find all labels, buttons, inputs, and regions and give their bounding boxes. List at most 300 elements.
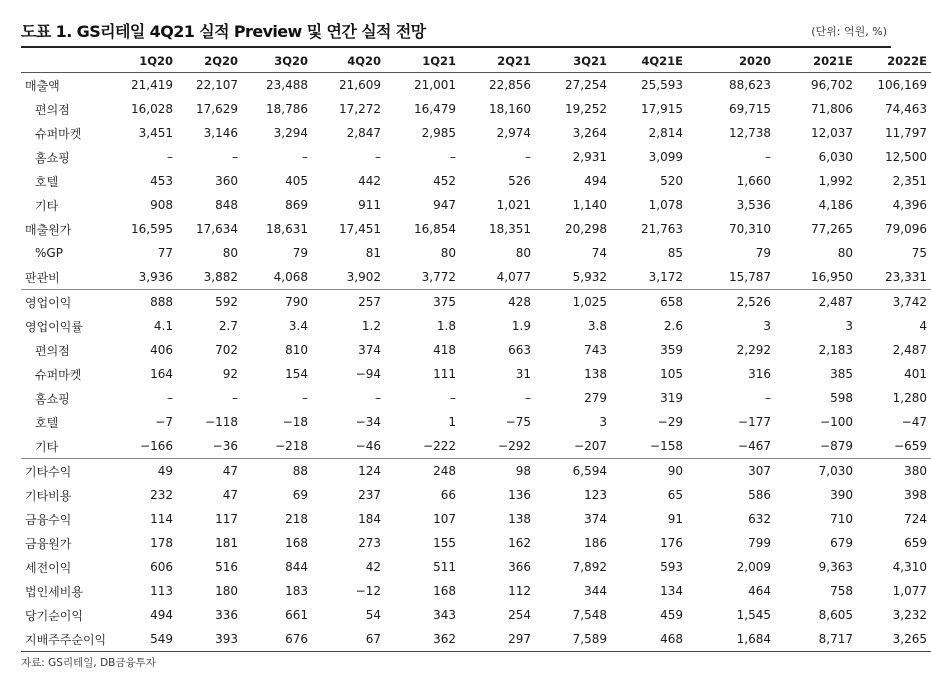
- table-cell: −292: [498, 439, 531, 453]
- table-cell: 6,030: [818, 150, 853, 164]
- row-label: 호텔: [35, 415, 59, 430]
- table-cell: 31: [515, 367, 531, 381]
- table-cell: 724: [904, 512, 927, 526]
- table-cell: −218: [275, 439, 308, 453]
- table-cell: 80: [515, 246, 531, 260]
- table-cell: 22,107: [196, 78, 238, 92]
- table-cell: 459: [660, 608, 683, 622]
- table-row: [21, 314, 931, 338]
- table-cell: 3,936: [138, 270, 173, 284]
- table-cell: 80: [440, 246, 456, 260]
- table-cell: 4,186: [818, 198, 853, 212]
- table-cell: 74,463: [885, 102, 927, 116]
- table-cell: 390: [830, 488, 853, 502]
- table-cell: 98: [460, 459, 535, 484]
- table-cell: 81: [365, 246, 381, 260]
- table-cell: 184: [358, 512, 381, 526]
- table-cell: 1,280: [892, 391, 927, 405]
- table-cell: 3,536: [736, 198, 771, 212]
- row-label: 금융수익: [25, 512, 72, 527]
- table-cell: 8,605: [818, 608, 853, 622]
- table-cell: 4,310: [892, 560, 927, 574]
- table-cell: −36: [212, 439, 238, 453]
- table-cell: 117: [215, 512, 238, 526]
- table-cell: −94: [355, 367, 381, 381]
- table-row: [21, 362, 931, 386]
- table-cell: −222: [423, 439, 456, 453]
- table-cell: 702: [215, 343, 238, 357]
- row-label: 기타: [35, 198, 59, 213]
- table-cell: 22,856: [489, 78, 531, 92]
- table-cell: 385: [830, 367, 853, 381]
- table-cell: –: [375, 391, 381, 405]
- table-cell: 4,396: [892, 198, 927, 212]
- table-cell: −75: [505, 415, 531, 429]
- table-cell: 21,001: [414, 78, 456, 92]
- table-cell: –: [167, 391, 173, 405]
- table-cell: 375: [385, 290, 460, 315]
- table-row: [21, 290, 931, 315]
- table-cell: 3,902: [346, 270, 381, 284]
- column-header: 1Q20: [108, 49, 177, 73]
- row-label: 기타: [35, 439, 59, 454]
- table-cell: 248: [385, 459, 460, 484]
- table-cell: 344: [584, 584, 607, 598]
- table-cell: 663: [508, 343, 531, 357]
- table-cell: 2,931: [572, 150, 607, 164]
- table-cell: 316: [748, 367, 771, 381]
- table-cell: 888: [108, 290, 177, 315]
- table-cell: 20,298: [565, 222, 607, 236]
- table-cell: 3: [763, 319, 771, 333]
- row-label: 편의점: [35, 102, 70, 117]
- table-cell: 237: [358, 488, 381, 502]
- table-cell: 374: [358, 343, 381, 357]
- table-row: [21, 627, 931, 652]
- table-cell: 186: [584, 536, 607, 550]
- table-row: [21, 555, 931, 579]
- table-cell: –: [450, 391, 456, 405]
- row-label: 기타비용: [25, 488, 72, 503]
- table-cell: 401: [904, 367, 927, 381]
- table-cell: 90: [611, 459, 687, 484]
- table-cell: 799: [748, 536, 771, 550]
- table-cell: 362: [385, 627, 460, 652]
- table-cell: 114: [150, 512, 173, 526]
- table-cell: 3,742: [857, 290, 931, 315]
- column-header: 3Q20: [242, 49, 312, 73]
- table-cell: 586: [748, 488, 771, 502]
- top-rule: [21, 46, 891, 48]
- table-cell: 3,099: [648, 150, 683, 164]
- table-cell: 21,419: [131, 78, 173, 92]
- table-cell: –: [765, 150, 771, 164]
- table-cell: −7: [155, 415, 173, 429]
- table-cell: 3,294: [273, 126, 308, 140]
- table-cell: −34: [355, 415, 381, 429]
- table-cell: 3: [599, 415, 607, 429]
- table-cell: 511: [433, 560, 456, 574]
- table-cell: 911: [358, 198, 381, 212]
- source-note: 자료: GS리테일, DB금융투자: [21, 657, 156, 669]
- table-cell: 42: [365, 560, 381, 574]
- table-cell: 12,500: [885, 150, 927, 164]
- table-cell: 66: [440, 488, 456, 502]
- table-cell: −47: [901, 415, 927, 429]
- table-cell: 549: [108, 627, 177, 652]
- table-cell: 464: [748, 584, 771, 598]
- table-cell: 2,009: [736, 560, 771, 574]
- table-cell: −158: [650, 439, 683, 453]
- table-cell: 106,169: [877, 78, 927, 92]
- table-cell: 1,078: [648, 198, 683, 212]
- column-header: 1Q21: [385, 49, 460, 73]
- table-cell: −100: [820, 415, 853, 429]
- table-cell: 54: [365, 608, 381, 622]
- table-cell: 3,172: [648, 270, 683, 284]
- table-cell: 4.1: [153, 319, 173, 333]
- table-cell: 4: [919, 319, 927, 333]
- table-cell: 17,915: [641, 102, 683, 116]
- table-cell: 155: [433, 536, 456, 550]
- row-label: 호텔: [35, 174, 59, 189]
- table-cell: 2,847: [346, 126, 381, 140]
- table-row: [21, 410, 931, 434]
- table-cell: –: [525, 150, 531, 164]
- table-cell: 3,232: [892, 608, 927, 622]
- table-cell: 162: [508, 536, 531, 550]
- table-row: [21, 459, 931, 484]
- table-cell: 254: [508, 608, 531, 622]
- table-cell: 18,631: [266, 222, 308, 236]
- table-cell: 453: [150, 174, 173, 188]
- table-cell: 661: [285, 608, 308, 622]
- table-cell: 134: [660, 584, 683, 598]
- table-cell: 1,021: [496, 198, 531, 212]
- table-cell: 181: [215, 536, 238, 550]
- table-cell: 3,264: [572, 126, 607, 140]
- column-header: 2Q20: [177, 49, 242, 73]
- table-cell: 2,351: [892, 174, 927, 188]
- row-label: 매출원가: [25, 222, 72, 237]
- table-cell: –: [167, 150, 173, 164]
- table-cell: –: [232, 391, 238, 405]
- table-cell: 592: [177, 290, 242, 315]
- table-cell: 516: [215, 560, 238, 574]
- table-cell: 18,351: [489, 222, 531, 236]
- table-cell: 79: [292, 246, 308, 260]
- table-cell: 124: [312, 459, 385, 484]
- table-cell: 136: [508, 488, 531, 502]
- table-cell: 418: [433, 343, 456, 357]
- table-cell: 710: [830, 512, 853, 526]
- table-cell: 23,488: [266, 78, 308, 92]
- table-cell: 18,786: [266, 102, 308, 116]
- table-cell: 168: [285, 536, 308, 550]
- row-label: 세전이익: [25, 560, 72, 575]
- table-cell: 69,715: [729, 102, 771, 116]
- table-cell: 360: [215, 174, 238, 188]
- table-cell: 23,331: [885, 270, 927, 284]
- table-cell: 180: [215, 584, 238, 598]
- table-cell: 65: [667, 488, 683, 502]
- table-cell: 7,030: [775, 459, 857, 484]
- table-cell: 70,310: [729, 222, 771, 236]
- table-cell: –: [375, 150, 381, 164]
- row-label: 지배주주순이익: [21, 627, 108, 652]
- table-cell: 593: [660, 560, 683, 574]
- table-cell: −29: [657, 415, 683, 429]
- table-cell: 21,763: [641, 222, 683, 236]
- table-cell: 18,160: [489, 102, 531, 116]
- table-cell: 468: [611, 627, 687, 652]
- table-cell: 3,882: [203, 270, 238, 284]
- table-row: [21, 241, 931, 265]
- table-cell: 80: [222, 246, 238, 260]
- table-cell: 2,292: [736, 343, 771, 357]
- table-cell: 7,589: [535, 627, 611, 652]
- table-cell: 743: [584, 343, 607, 357]
- table-cell: 297: [460, 627, 535, 652]
- table-cell: 2,985: [421, 126, 456, 140]
- table-cell: 1.9: [511, 319, 531, 333]
- table-cell: 88,623: [729, 78, 771, 92]
- table-cell: 11,797: [885, 126, 927, 140]
- table-cell: 16,595: [131, 222, 173, 236]
- table-cell: 21,609: [339, 78, 381, 92]
- table-row: [21, 603, 931, 627]
- table-row: [21, 73, 931, 98]
- unit-note: (단위: 억원, %): [811, 25, 887, 38]
- table-cell: −118: [205, 415, 238, 429]
- row-label: 슈퍼마켓: [35, 367, 82, 382]
- row-label: 금융원가: [25, 536, 72, 551]
- table-cell: 1,025: [535, 290, 611, 315]
- table-cell: −166: [140, 439, 173, 453]
- table-cell: 659: [904, 536, 927, 550]
- table-cell: 176: [660, 536, 683, 550]
- table-cell: 1,992: [818, 174, 853, 188]
- table-cell: 16,854: [414, 222, 456, 236]
- table-cell: 1.8: [436, 319, 456, 333]
- table-cell: 96,702: [811, 78, 853, 92]
- table-cell: 47: [222, 488, 238, 502]
- table-row: [21, 434, 931, 459]
- row-label: 홈쇼핑: [35, 391, 70, 406]
- row-label: 영업이익: [21, 290, 108, 315]
- row-label: 판관비: [25, 270, 60, 285]
- table-cell: 526: [508, 174, 531, 188]
- table-cell: 307: [687, 459, 775, 484]
- table-cell: 319: [660, 391, 683, 405]
- table-cell: 74: [591, 246, 607, 260]
- table-cell: −467: [738, 439, 771, 453]
- table-cell: 12,037: [811, 126, 853, 140]
- table-cell: 343: [433, 608, 456, 622]
- column-header: 4Q20: [312, 49, 385, 73]
- table-cell: 3,146: [203, 126, 238, 140]
- table-cell: 2.7: [218, 319, 238, 333]
- table-cell: 111: [433, 367, 456, 381]
- table-cell: 2,526: [687, 290, 775, 315]
- table-cell: 606: [150, 560, 173, 574]
- table-cell: 17,272: [339, 102, 381, 116]
- table-cell: 1,140: [572, 198, 607, 212]
- table-cell: 123: [584, 488, 607, 502]
- table-cell: −879: [820, 439, 853, 453]
- table-cell: 406: [150, 343, 173, 357]
- table-cell: –: [302, 150, 308, 164]
- table-cell: −177: [738, 415, 771, 429]
- table-cell: 2,487: [892, 343, 927, 357]
- table-cell: 15,787: [729, 270, 771, 284]
- table-cell: 1: [448, 415, 456, 429]
- table-cell: 12,738: [729, 126, 771, 140]
- row-label: 법인세비용: [25, 584, 83, 599]
- table-cell: −18: [282, 415, 308, 429]
- table-row: [21, 483, 931, 507]
- table-cell: 47: [177, 459, 242, 484]
- table-cell: 3,265: [857, 627, 931, 652]
- table-cell: −207: [574, 439, 607, 453]
- table-cell: 168: [433, 584, 456, 598]
- table-cell: 3.8: [587, 319, 607, 333]
- table-cell: 374: [584, 512, 607, 526]
- table-cell: 520: [660, 174, 683, 188]
- financial-table: [21, 49, 931, 652]
- table-cell: 49: [108, 459, 177, 484]
- table-cell: 3.4: [288, 319, 308, 333]
- table-row: [21, 579, 931, 603]
- table-cell: 2,974: [496, 126, 531, 140]
- table-cell: 380: [857, 459, 931, 484]
- column-header: 3Q21: [535, 49, 611, 73]
- table-cell: 113: [150, 584, 173, 598]
- table-cell: 810: [285, 343, 308, 357]
- table-cell: –: [525, 391, 531, 405]
- table-cell: 7,892: [572, 560, 607, 574]
- table-cell: 77,265: [811, 222, 853, 236]
- table-row: [21, 338, 931, 362]
- table-cell: −659: [894, 439, 927, 453]
- table-cell: 16,028: [131, 102, 173, 116]
- table-cell: 658: [611, 290, 687, 315]
- table-cell: 9,363: [818, 560, 853, 574]
- table-cell: 2,487: [775, 290, 857, 315]
- table-row: [21, 507, 931, 531]
- table-cell: 88: [242, 459, 312, 484]
- table-cell: 107: [433, 512, 456, 526]
- table-cell: 405: [285, 174, 308, 188]
- table-cell: 279: [584, 391, 607, 405]
- table-cell: 6,594: [535, 459, 611, 484]
- table-cell: 1,077: [892, 584, 927, 598]
- table-cell: 77: [157, 246, 173, 260]
- table-cell: 3: [845, 319, 853, 333]
- table-cell: 4,068: [273, 270, 308, 284]
- column-header: 2Q21: [460, 49, 535, 73]
- table-cell: 232: [150, 488, 173, 502]
- table-row: [21, 193, 931, 217]
- column-header: 2022E: [857, 49, 931, 73]
- table-cell: 7,548: [572, 608, 607, 622]
- table-cell: 398: [904, 488, 927, 502]
- table-cell: 273: [358, 536, 381, 550]
- table-cell: 257: [312, 290, 385, 315]
- table-cell: 790: [242, 290, 312, 315]
- table-row: [21, 169, 931, 193]
- table-cell: 183: [285, 584, 308, 598]
- table-cell: –: [232, 150, 238, 164]
- table-cell: 1,545: [736, 608, 771, 622]
- table-row: [21, 217, 931, 241]
- row-label: 영업이익률: [25, 319, 83, 334]
- row-label: 당기순이익: [25, 608, 83, 623]
- table-cell: 359: [660, 343, 683, 357]
- table-cell: 138: [584, 367, 607, 381]
- table-cell: 844: [285, 560, 308, 574]
- table-cell: –: [302, 391, 308, 405]
- table-row: [21, 386, 931, 410]
- table-cell: 494: [150, 608, 173, 622]
- table-cell: 3,451: [138, 126, 173, 140]
- row-label: 기타수익: [21, 459, 108, 484]
- table-cell: 25,593: [641, 78, 683, 92]
- table-cell: 17,451: [339, 222, 381, 236]
- table-cell: 218: [285, 512, 308, 526]
- table-cell: 19,252: [565, 102, 607, 116]
- table-body: [21, 73, 931, 652]
- table-cell: 69: [292, 488, 308, 502]
- table-cell: 80: [837, 246, 853, 260]
- table-cell: 1,684: [687, 627, 775, 652]
- table-cell: 138: [508, 512, 531, 526]
- column-header: 2021E: [775, 49, 857, 73]
- table-cell: 2.6: [663, 319, 683, 333]
- table-cell: 632: [748, 512, 771, 526]
- row-label: 편의점: [35, 343, 70, 358]
- table-cell: 5,932: [572, 270, 607, 284]
- table-cell: 2,183: [818, 343, 853, 357]
- table-cell: 16,950: [811, 270, 853, 284]
- table-cell: −12: [355, 584, 381, 598]
- table-header: [21, 17, 891, 43]
- table-cell: 908: [150, 198, 173, 212]
- table-cell: 452: [433, 174, 456, 188]
- table-cell: 336: [215, 608, 238, 622]
- table-cell: 79: [755, 246, 771, 260]
- table-cell: 848: [215, 198, 238, 212]
- table-cell: 71,806: [811, 102, 853, 116]
- table-cell: 27,254: [565, 78, 607, 92]
- table-cell: 164: [150, 367, 173, 381]
- row-label: 매출액: [25, 78, 60, 93]
- table-cell: 17,634: [196, 222, 238, 236]
- row-label: 홈쇼핑: [35, 150, 70, 165]
- table-cell: 91: [667, 512, 683, 526]
- row-label: 슈퍼마켓: [35, 126, 82, 141]
- table-cell: −46: [355, 439, 381, 453]
- table-cell: 676: [242, 627, 312, 652]
- row-label: %GP: [35, 246, 63, 260]
- table-cell: 758: [830, 584, 853, 598]
- table-cell: 85: [667, 246, 683, 260]
- table-cell: 947: [433, 198, 456, 212]
- table-cell: 366: [508, 560, 531, 574]
- table-title: 도표 1. GS리테일 4Q21 실적 Preview 및 연간 실적 전망: [21, 22, 426, 41]
- table-cell: 598: [830, 391, 853, 405]
- table-cell: 869: [285, 198, 308, 212]
